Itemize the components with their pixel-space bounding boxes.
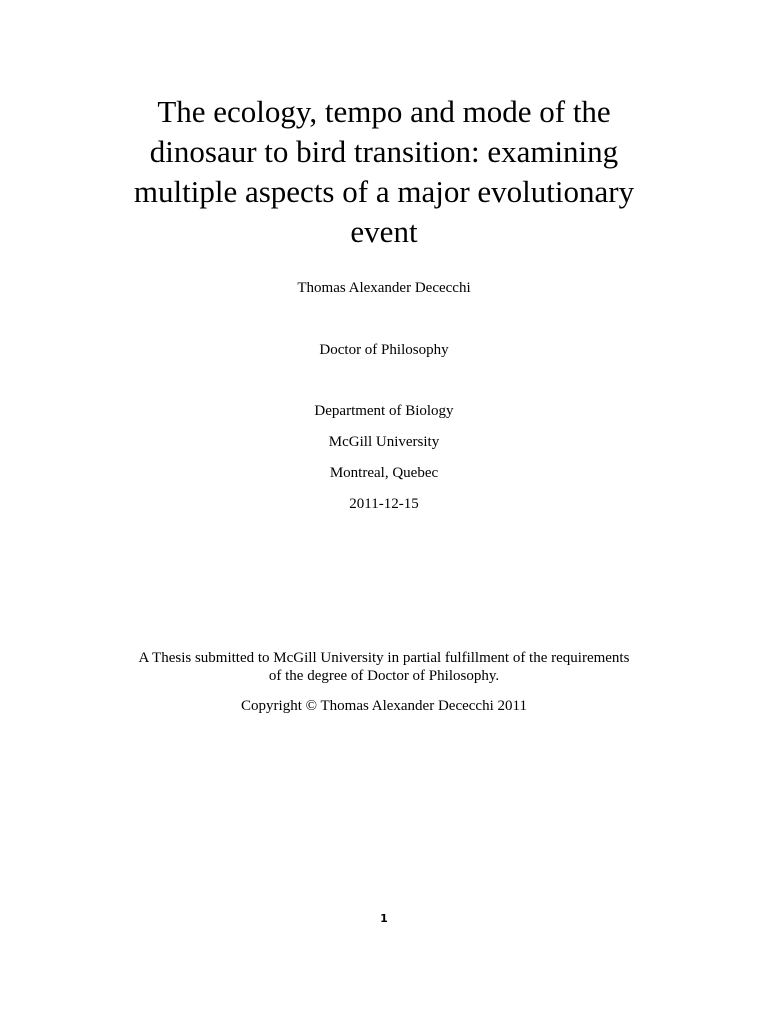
author-name: Thomas Alexander Dececchi [297,280,471,296]
thesis-statement-line-1: A Thesis submitted to McGill University in partial fulfillment of the requirements [138,650,630,666]
thesis-statement-line-2: of the degree of Doctor of Philosophy. [268,668,500,684]
thesis-title [120,92,648,252]
department-name: Department of Biology [314,403,454,419]
thesis-statement [100,649,668,685]
page-number: 1 [380,912,388,925]
university-name: McGill University [328,434,440,450]
thesis-title-line-2: dinosaur to bird transition: examining [149,134,619,169]
submission-date: 2011-12-15 [349,496,419,512]
thesis-title-line-4: event [350,214,418,249]
copyright-notice: Copyright © Thomas Alexander Dececchi 2011 [241,698,527,714]
thesis-title-line-1: The ecology, tempo and mode of the [157,94,611,129]
degree-name: Doctor of Philosophy [319,342,449,358]
thesis-title-line-3: multiple aspects of a major evolutionary [133,174,635,209]
location: Montreal, Quebec [329,465,439,481]
